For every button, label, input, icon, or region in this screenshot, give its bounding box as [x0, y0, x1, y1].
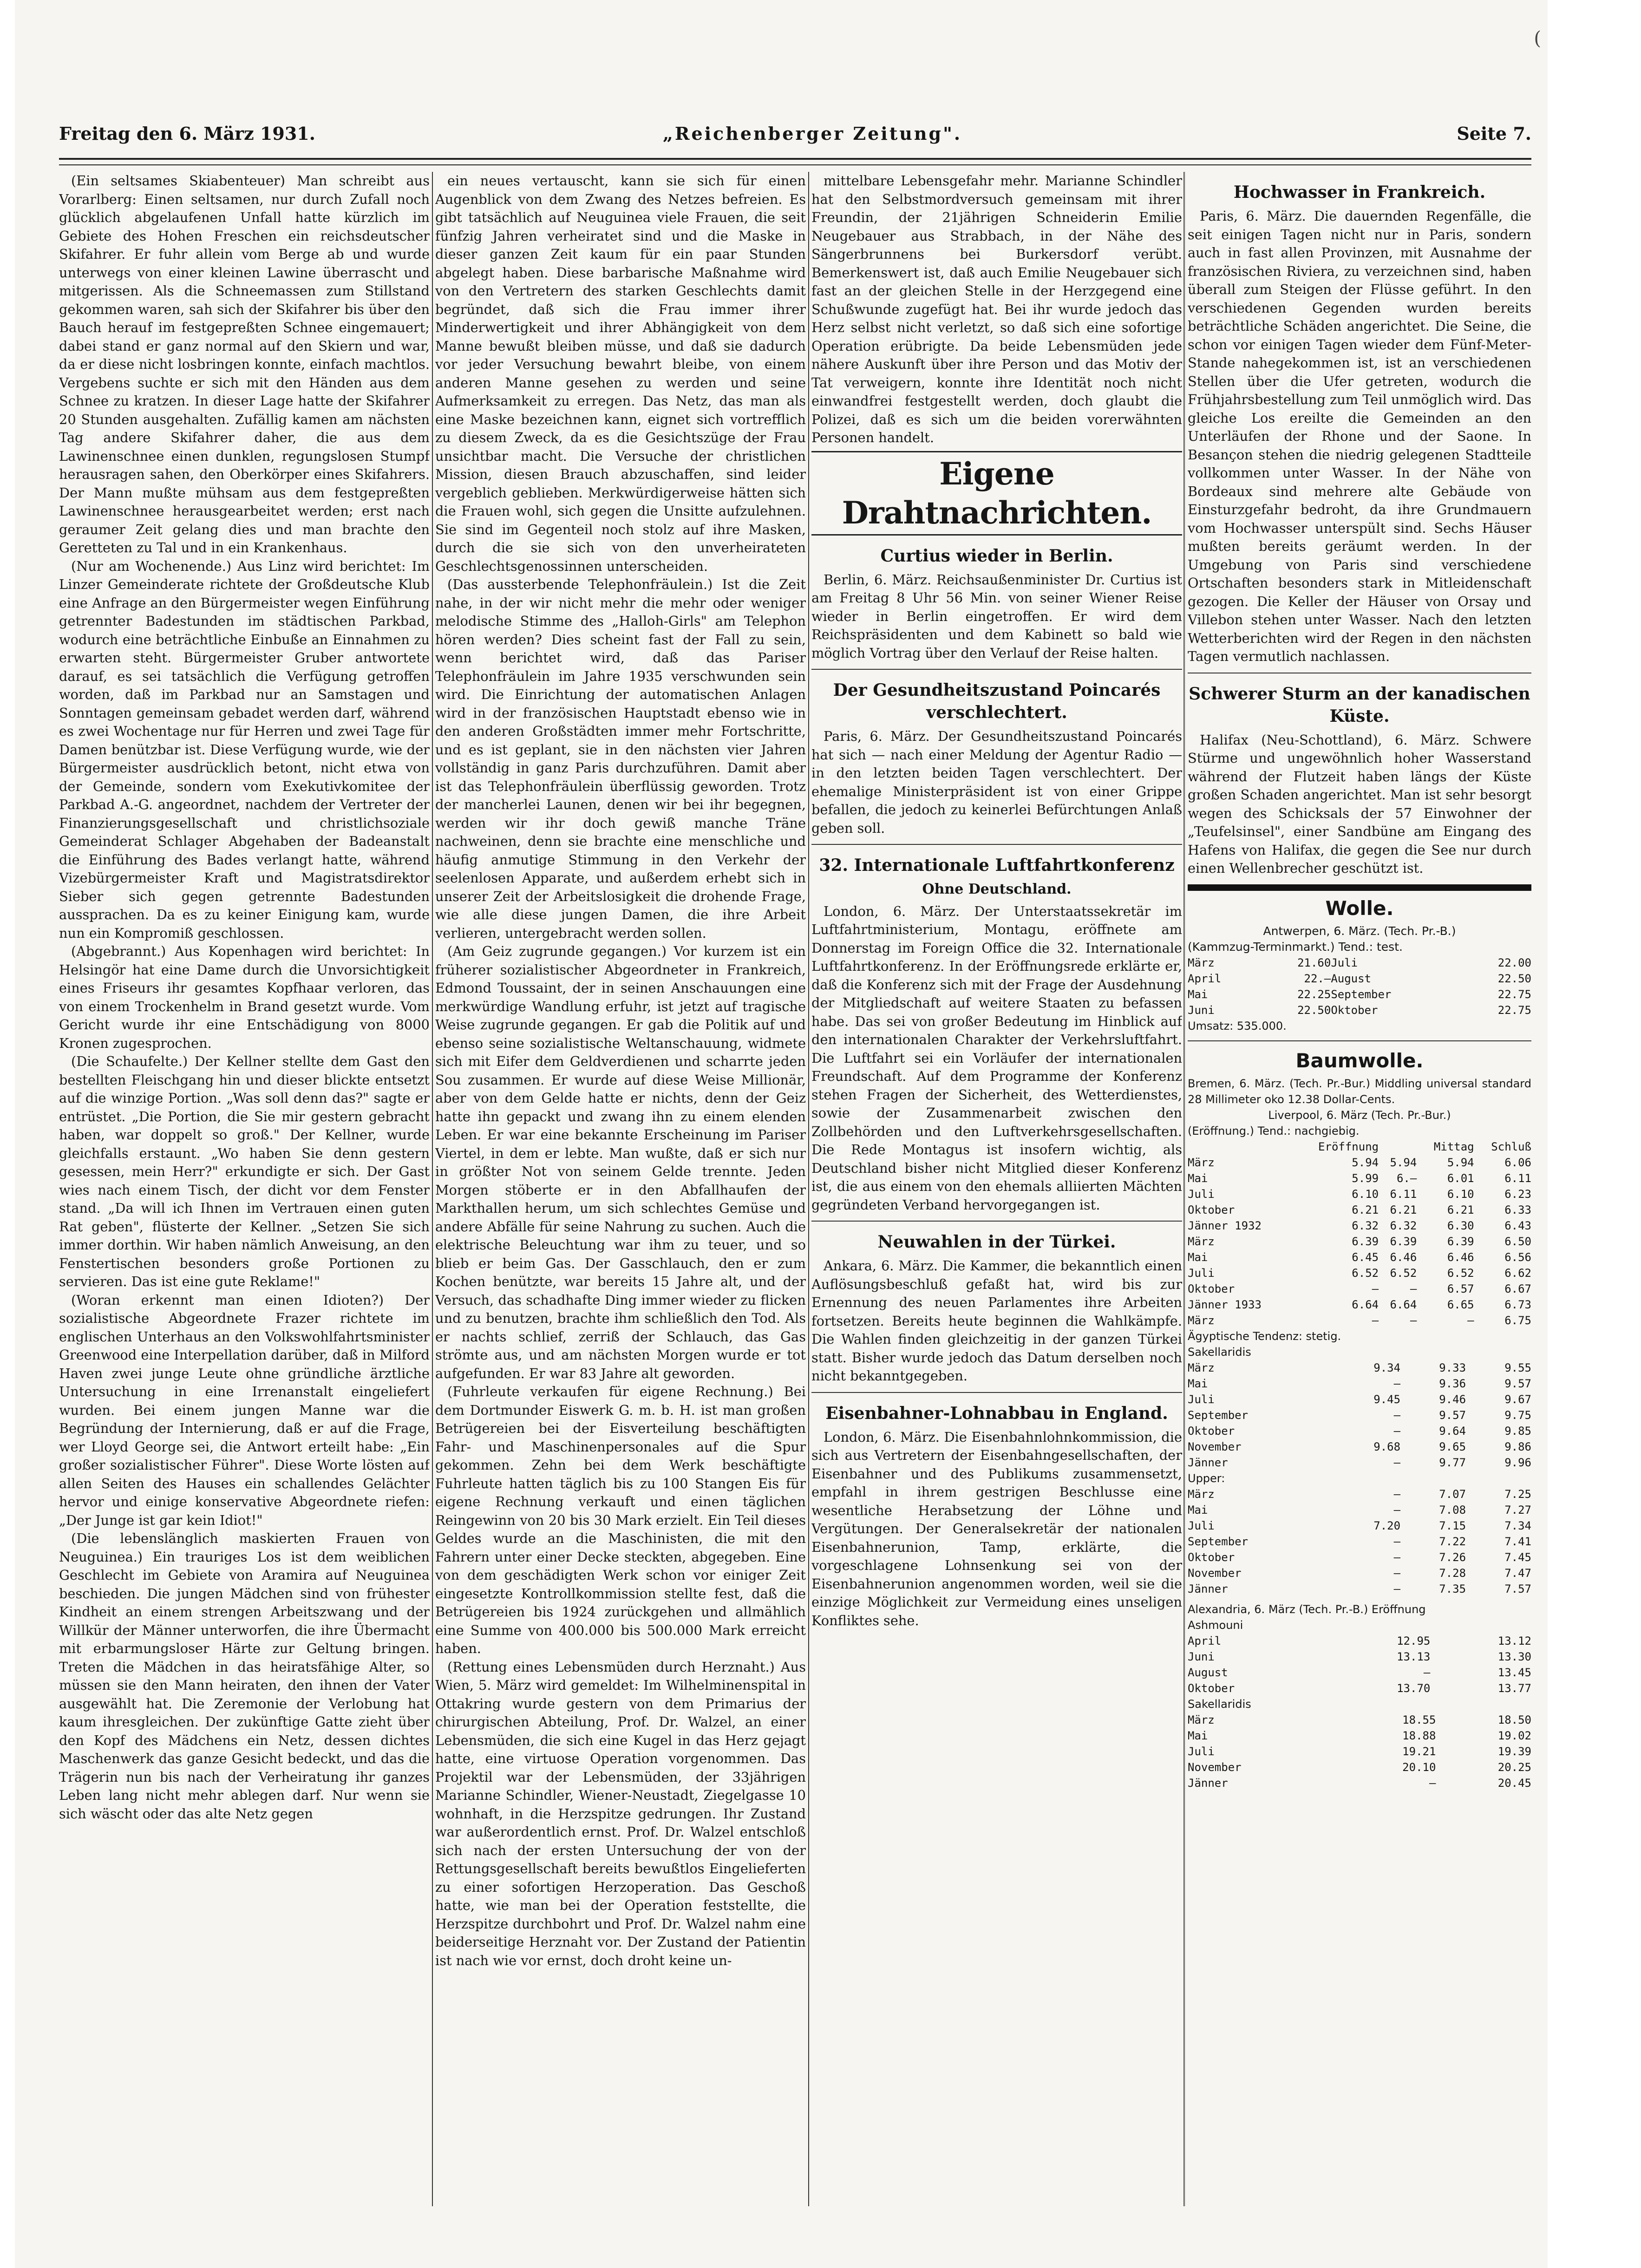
- article-text: Paris, 6. März. Der Gesundheitszustand Poincarés hat sich — nach einer Meldung der Agentur Radio — in den letzten beiden Tagen verschlechtert. Der ehemalige Ministerpräsident ist von einer Grippe befallen, die jedoch zu keinerlei Befürchtungen Anlaß geben soll.: [811, 728, 1182, 836]
- table-cell: 6.01: [1447, 1171, 1474, 1185]
- table-cell: 9.67: [1504, 1392, 1531, 1406]
- table-cell: November: [1188, 1760, 1242, 1774]
- table-cell: 9.85: [1504, 1424, 1531, 1438]
- article-text: (Die lebenslänglich maskierten Frauen von Neuguinea.) Ein trauriges Los ist dem weiblichen Geschlecht im Gebiete von Aramira auf Neuguinea beschieden. Die jungen Mädchen sind von frühester Kindheit an einem strengen Arbeitszwang und der Willkür der Männer unterworfen, die ihre Übermacht mit erbarmungsloser Härte zur Geltung bringen. Treten die Mädchen in das heiratsfähige Alter, so müssen sie den Mann heiraten, den ihnen der Vater ausgewählt hat. Die Zeremonie der Verlobung hat kaum ihresgleichen. Der zukünftige Gatte zieht über den Kopf des Mädchens ein Netz, dessen dichtes Maschenwerk das ganze Gesicht bedeckt, und das die Trägerin nun bis nach der Verheiratung ihr ganzes Leben lang nicht mehr ablegen darf. Nur wenn sie sich wäscht oder das alte Netz gegen: [59, 1530, 430, 1822]
- table-cell: 7.41: [1504, 1535, 1531, 1548]
- article-text: (Nur am Wochenende.) Aus Linz wird berichtet: Im Linzer Gemeinderate richtete der Großdeutsche Klub eine Anfrage an den Bürgermeister wegen Einführung getrennter Badestunden im städtischen Parkbad, wodurch eine beträchtliche Einbuße an Einnahmen zu erwarten steht. Bürgermeister Gruber antwortete darauf, es sei tatsächlich die Verfügung getroffen worden, daß im Parkbad nur an Samstagen und Sonntagen gemeinsam gebadet werden darf, während es zwei Wochentage nur für Herren und zwei Tage für Damen benützbar ist. Diese Verfügung wurde, wie der Bürgermeister ausdrücklich betont, nicht etwa von der Gemeinde, sondern vom Exekutivkomitee der Parkbad A.-G. angeordnet, nachdem der Vertreter der Finanzierungsgesellschaft und christlichsoziale Gemeinderat Schlager Abgehaben der Badeanstalt die Einführung des Bades verlangt hatte, während Vizebürgermeister Kraft und Magistratsdirektor Sieber sich gegen getrennte Badestunden aussprachen. Da es zu keiner Einigung kam, wurde nun ein Kompromiß geschlossen.: [59, 558, 430, 941]
- table-cell: 9.68: [1373, 1440, 1401, 1453]
- column-1: [59, 172, 430, 2206]
- table-cell: September: [1188, 1535, 1249, 1548]
- table-cell: 7.07: [1439, 1487, 1466, 1501]
- table-cell: 7.34: [1504, 1519, 1531, 1532]
- article-text: (Fuhrleute verkaufen für eigene Rechnung.) Bei dem Dortmunder Eiswerk G. m. b. H. ist man großen Betrügereien bei der Eisverteilung beschäftigten Fahr- und Maschinenpersonales auf die Spur gekommen. Zehn bei dem Werk beschäftigte Fuhrleute hatten täglich bis zu 100 Stangen Eis für eigene Rechnung verkauft und einen täglichen Reingewinn von 20 bis 30 Mark erzielt. Ein Teil dieses Geldes wurde an die Maschinisten, die mit den Fahrern unter einer Decke steckten, abgegeben. Eine von dem geschädigten Werk schon vor einiger Zeit eingesetzte Kontrollkommission stellte fest, daß die Betrügereien bis 1924 zurückgehen und allmählich eine Summe von 400.000 bis 500.000 Mark erreicht haben.: [435, 1384, 806, 1656]
- table-cell: Oktober: [1331, 1003, 1378, 1017]
- table-cell: 9.55: [1504, 1361, 1531, 1374]
- table-cell: —: [1467, 1314, 1474, 1327]
- table-cell: 7.15: [1439, 1519, 1466, 1532]
- article-text: Ankara, 6. März. Die Kammer, die bekanntlich einen Auflösungsbeschluß gefaßt hat, wird bis zur Ernennung des neuen Parlamentes ihre Arbeiten fortsetzen. Bereits heute beginnen die Wahlkämpfe. Die Wahlen finden gleichzeitig in der ganzen Türkei statt. Bisher wurde jedoch das Datum derselben noch nicht bekanntgegeben.: [811, 1258, 1182, 1384]
- table-header-cell: [1188, 1139, 1293, 1155]
- column-divider: [808, 172, 809, 2206]
- table-cell: 6.39: [1352, 1235, 1379, 1248]
- table-cell: Juli: [1188, 1187, 1215, 1201]
- table-cell: 6.43: [1504, 1219, 1531, 1232]
- page-header: [59, 123, 1531, 150]
- table-row: [1188, 1281, 1531, 1297]
- table-cell: 9.96: [1504, 1456, 1531, 1469]
- table-cell: 6.50: [1504, 1235, 1531, 1248]
- table-cell: Mai: [1188, 1171, 1208, 1185]
- table-cell: 22.75: [1497, 1003, 1531, 1017]
- table-cell: 20.45: [1497, 1776, 1531, 1790]
- table-cell: September: [1331, 987, 1392, 1001]
- column-3: [811, 172, 1182, 2206]
- table-cell: 6.75: [1504, 1314, 1531, 1327]
- market-note: Umsatz: 535.000.: [1188, 1019, 1287, 1033]
- table-cell: 18.50: [1497, 1713, 1531, 1726]
- table-cell: —: [1393, 1377, 1401, 1390]
- table-cell: 18.88: [1402, 1729, 1436, 1742]
- table-cell: —: [1393, 1535, 1401, 1548]
- market-subtitle: Sakellaridis: [1188, 1697, 1251, 1711]
- table-header-cell: [1379, 1139, 1417, 1155]
- table-cell: 5.94: [1390, 1156, 1417, 1169]
- table-cell: 7.25: [1504, 1487, 1531, 1501]
- table-cell: Mai: [1188, 1377, 1208, 1390]
- market-section-bar: [1188, 884, 1531, 891]
- table-row: [1188, 1407, 1531, 1423]
- table-cell: 6.11: [1504, 1171, 1531, 1185]
- table-cell: 19.02: [1497, 1729, 1531, 1742]
- article-headline: Curtius wieder in Berlin.: [880, 546, 1113, 566]
- header-rule: [59, 158, 1531, 165]
- table-row: [1188, 955, 1531, 971]
- market-subtitle: Ägyptische Tendenz: stetig.: [1188, 1329, 1341, 1343]
- table-row: [1188, 1234, 1531, 1249]
- article-text: ein neues vertauscht, kann sie sich für einen Augenblick von dem Zwang des Netzes befreien. Es gibt tatsächlich auf Neuguinea viele Frauen, die seit fünfzig Jahren verheiratet sind und die Maske in dieser ganzen Zeit kaum für ein paar Stunden abgelegt haben. Diese barbarische Maßnahme wird von den Vertretern des starken Geschlechts damit begründet, daß sich die Frau immer ihrer Minderwertigkeit und ihrer Abhängigkeit von dem Manne bewußt bleiben müsse, und daß sie dadurch vor jeder Versuchung bewahrt bleibe, von einem anderen Manne gesehen zu werden und seine Aufmerksamkeit zu erregen. Das Netz, das man als eine Maske bezeichnen kann, eignet sich vortrefflich zu diesem Zweck, da es die Gesichtszüge der Frau unsichtbar macht. Die Versuche der christlichen Mission, diesen Brauch abzuschaffen, sind leider vergeblich geblieben. Merkwürdigerweise hätten sich die Frauen wohl, sich gegen die Unsitte aufzulehnen. Sie sind im Gegenteil noch stolz auf ihre Masken, durch die sie sich von den unverheirateten Geschlechtsgenossinnen unterscheiden.: [435, 173, 806, 574]
- table-cell: 5.99: [1352, 1171, 1379, 1185]
- table-cell: —: [1410, 1282, 1417, 1295]
- table-cell: 6.73: [1504, 1298, 1531, 1311]
- table-cell: März: [1188, 1713, 1215, 1726]
- table-cell: 9.86: [1504, 1440, 1531, 1453]
- table-cell: April: [1188, 972, 1222, 985]
- table-cell: 22.50: [1297, 1003, 1331, 1017]
- article-text: Paris, 6. März. Die dauernden Regenfälle, die seit einigen Tagen nicht nur in Paris, sondern auch in fast allen Provinzen, mit Ausnahme der französischen Riviera, zu verzeichnen sind, haben überall zum Steigen der Flüsse geführt. In den verschiedenen Gegenden wurden bereits beträchtliche Schäden angerichtet. Die Seine, die schon vor einigen Tagen wieder dem Fünf-Meter-Stande nahegekommen ist, ist an verschiedenen Stellen über die Ufer getreten, wodurch die Frühjahrsbestellung zum Teil unmöglich wird. Das gleiche Los ereilte die Gemeinden an den Unterläufen der Rhone und der Saone. In Besançon stehen die niedrig gelegenen Stadtteile vollkommen unter Wasser. In der Nähe von Bordeaux sind mehrere alte Gebäude von Einsturzgefahr bedroht, da ihre Grundmauern vom Hochwasser unterspült sind. Sechs Häuser mußten bereits geräumt werden. In der Umgebung von Paris sind verschiedene Ortschaften besonders stark in Mitleidenschaft gezogen. Die Keller der Häuser von Orsay und Villebon stehen unter Wasser. Nach den letzten Wetterberichten wird der Regen in den nächsten Tagen vermutlich nachlassen.: [1188, 208, 1531, 664]
- table-cell: 6.10: [1447, 1187, 1474, 1201]
- article-separator: [811, 669, 1182, 670]
- article-headline: Neuwahlen in der Türkei.: [877, 1232, 1116, 1252]
- table-cell: 6.06: [1504, 1156, 1531, 1169]
- table-cell: Oktober: [1188, 1681, 1235, 1695]
- table-cell: 6.64: [1352, 1298, 1379, 1311]
- scan-edge-mark: (: [1534, 28, 1541, 49]
- table-cell: 6.33: [1504, 1203, 1531, 1216]
- table-cell: 13.13: [1397, 1650, 1431, 1663]
- table-cell: 6.11: [1390, 1187, 1417, 1201]
- market-subtitle: Antwerpen, 6. März. (Tech. Pr.-B.): [1263, 924, 1456, 938]
- table-cell: —: [1393, 1424, 1401, 1438]
- table-row: [1188, 1502, 1531, 1518]
- table-row: [1188, 1392, 1531, 1407]
- table-cell: November: [1188, 1440, 1242, 1453]
- table-cell: 6.32: [1352, 1219, 1379, 1232]
- table-cell: Juli: [1188, 1266, 1215, 1280]
- article-text: (Rettung eines Lebensmüden durch Herznaht.) Aus Wien, 5. März wird gemeldet: Im Wilhelminenspital in Ottakring wurde gestern von dem Primarius der chirurgischen Abteilung, Prof. Dr. Walzel, an einer Lebensmüden, die sich eine Kugel in das Herz gejagt hatte, eine virtuose Operation vorgenommen. Das Projektil war der Lebensmüden, der 33jährigen Marianne Schindler, Wiener-Neustadt, Ziegelgasse 10 wohnhaft, in die Herzspitze gedrungen. Ihr Zustand war außerordentlich ernst. Prof. Dr. Walzel entschloß sich nach der ersten Untersuchung der von der Rettungsgesellschaft bereits bewußtlos Eingelieferten zu einer sofortigen Herzoperation. Das Geschoß hatte, wie man bei der Operation feststellte, die Herzspitze durchbohrt und Prof. Dr. Walzel nahm eine beiderseitige Herznaht vor. Der Zustand der Patientin ist nach wie vor ernst, doch droht keine un-: [435, 1659, 806, 1968]
- market-subtitle: Sakellaridis: [1188, 1345, 1251, 1359]
- table-cell: 6.46: [1447, 1250, 1474, 1264]
- table-row: [1188, 1249, 1531, 1265]
- article-separator: [1188, 1040, 1531, 1041]
- table-cell: 6.64: [1390, 1298, 1417, 1311]
- table-cell: Mai: [1188, 987, 1208, 1001]
- table-row: [1188, 987, 1531, 1002]
- table-cell: 9.77: [1439, 1456, 1466, 1469]
- table-cell: Oktober: [1188, 1550, 1235, 1564]
- table-row: [1188, 1360, 1531, 1376]
- market-subtitle: Alexandria, 6. März (Tech. Pr.-B.) Eröffnung: [1188, 1602, 1426, 1616]
- table-cell: 5.94: [1352, 1156, 1379, 1169]
- article-headline: Der Gesundheitszustand Poincarés verschlechtert.: [833, 680, 1161, 722]
- table-cell: Juli: [1188, 1392, 1215, 1406]
- table-row: [1188, 1455, 1531, 1471]
- table-row: [1188, 1759, 1531, 1775]
- table-cell: 13.30: [1497, 1650, 1531, 1663]
- table-cell: 6.57: [1447, 1282, 1474, 1295]
- table-cell: —: [1393, 1503, 1401, 1516]
- header-page-number: Seite 7.: [1457, 123, 1531, 144]
- table-cell: —: [1393, 1550, 1401, 1564]
- table-row: [1188, 1633, 1531, 1649]
- article-text: (Am Geiz zugrunde gegangen.) Vor kurzem ist ein früherer sozialistischer Abgeordneter in Frankreich, Edmond Toussaint, der in seinen Anschauungen eine merkwürdige Wandlung erfuhr, ist jetzt auf tragische Weise zugrunde gegangen. Er gab die Politik auf und ebenso seine sozialistische Weltanschauung, widmete sich mit Eifer dem Geldverdienen und scharrte jeden Sou zusammen. Er wurde auf diese Weise Millionär, aber von dem Gelde hatte er nichts, denn der Geiz hatte ihn gepackt und zwang ihn zu einem elenden Leben. Er war eine bekannte Erscheinung im Pariser Viertel, in dem er lebte. Man wußte, daß er sich nur in größter Not von seinem Gelde trennte. Jeden Morgen stöberte er in den Abfallhaufen der Markthallen herum, um sich schlechtes Gemüse und andere Abfälle für seine Nahrung zu suchen. Auch die elektrische Beleuchtung war ihm zu teuer, und so blieb er beim Gas. Der Gasschlauch, den er zum Kochen benützte, war bereits 15 Jahre alt, und der Versuch, das schadhafte Ding immer wieder zu flicken und zu benutzen, brachte ihm schließlich den Tod. Als er nachts schlief, zerriß der Schlauch, das Gas strömte aus, und am nächsten Morgen wurde er tot aufgefunden. Er war 83 Jahre alt geworden.: [435, 943, 806, 1381]
- table-cell: Oktober: [1188, 1424, 1235, 1438]
- upper-table: [1188, 1486, 1531, 1597]
- article-text: Halifax (Neu-Schottland), 6. März. Schwere Stürme und ungewöhnlich hoher Wasserstand während der Flutzeit haben längs der Küste großen Schaden angerichtet. Man ist sehr besorgt wegen des Schicksals der 57 Einwohner der „Teufelsinsel", einer Sandbüne am Eingang des Hafens von Halifax, die gegen die See nur durch einen Wellenbrecher geschützt ist.: [1188, 732, 1531, 876]
- table-cell: März: [1188, 1361, 1215, 1374]
- table-cell: 7.45: [1504, 1550, 1531, 1564]
- market-note: Bremen, 6. März. (Tech. Pr.-Bur.) Middling universal standard 28 Millimeter oko 12.38 Dollar-Cents.: [1188, 1077, 1531, 1106]
- table-cell: —: [1393, 1566, 1401, 1580]
- table-cell: Mai: [1188, 1503, 1208, 1516]
- table-row: [1188, 1186, 1531, 1202]
- article-text: London, 6. März. Die Eisenbahnlohnkommission, die sich aus Vertretern der Eisenbahngesellschaften, der Eisenbahner und des Publikums zusammensetzt, empfahl in ihrem gestrigen Beschlusse eine wesentliche Herabsetzung der Löhne und Vergütungen. Der Generalsekretär der nationalen Eisenbahnerunion, Tamp, erklärte, die vorgeschlagene Lohnsenkung sei von der Eisenbahnerunion angenommen worden, weil sie die einzige Möglichkeit zur Vermeidung eines unseligen Konfliktes sehe.: [811, 1429, 1182, 1628]
- table-cell: Juni: [1188, 1003, 1215, 1017]
- table-cell: 7.35: [1439, 1582, 1466, 1595]
- table-row: [1188, 1202, 1531, 1218]
- table-cell: 6.21: [1447, 1203, 1474, 1216]
- table-cell: 9.57: [1439, 1408, 1466, 1422]
- table-cell: September: [1188, 1408, 1249, 1422]
- newspaper-page: [15, 0, 1548, 2268]
- table-cell: März: [1188, 1235, 1215, 1248]
- table-cell: 7.26: [1439, 1550, 1466, 1564]
- table-cell: —: [1429, 1776, 1436, 1790]
- table-cell: Jänner: [1188, 1456, 1228, 1469]
- table-cell: 22.50: [1497, 972, 1531, 985]
- table-cell: März: [1188, 1487, 1215, 1501]
- article-headline: Hochwasser in Frankreich.: [1233, 183, 1486, 202]
- sakellaridis-alexandria-table: [1188, 1712, 1531, 1791]
- table-cell: Jänner 1933: [1188, 1298, 1262, 1311]
- table-cell: 20.10: [1402, 1760, 1436, 1774]
- table-cell: April: [1188, 1634, 1222, 1647]
- table-cell: —: [1393, 1456, 1401, 1469]
- table-row: [1188, 1155, 1531, 1170]
- table-row: [1188, 1297, 1531, 1313]
- table-cell: 13.12: [1497, 1634, 1531, 1647]
- liverpool-table: [1188, 1139, 1531, 1328]
- table-cell: 22.75: [1497, 987, 1531, 1001]
- table-cell: 7.27: [1504, 1503, 1531, 1516]
- table-cell: 6.52: [1447, 1266, 1474, 1280]
- table-cell: —: [1393, 1487, 1401, 1501]
- table-cell: 9.36: [1439, 1377, 1466, 1390]
- table-cell: 13.77: [1497, 1681, 1531, 1695]
- section-title: Eigene Drahtnachrichten.: [811, 451, 1182, 536]
- table-cell: 5.94: [1447, 1156, 1474, 1169]
- table-cell: Jänner: [1188, 1776, 1228, 1790]
- table-row: [1188, 1775, 1531, 1791]
- table-cell: 6.21: [1390, 1203, 1417, 1216]
- table-cell: 13.70: [1397, 1681, 1431, 1695]
- article-text: (Das aussterbende Telephonfräulein.) Ist die Zeit nahe, in der wir nicht mehr die mehr oder weniger melodische Stimme des „Halloh-Girls" am Telephon hören werden? Dies scheint fast der Fall zu sein, wenn berichtet wird, daß das Pariser Telephonfräulein im Jahre 1935 verschwunden sein wird. Die Einrichtung der automatischen Anlagen wird in der französischen Hauptstadt ebenso wie in den anderen Großstädten immer mehr Fortschritte, und es ist geplant, sie in den nächsten vier Jahren vollständig in ganz Paris durchzuführen. Damit aber ist das Telephonfräulein überflüssig geworden. Trotz der mancherlei Launen, denen wir bei ihr begegnen, werden wir ihr doch gewiß manche Träne nachweinen, denn sie brachte eine menschliche und häufig anmutige Stimmung in den Verkehr der seelenlosen Apparate, und außerdem erhebt sich in unserer Zeit der Arbeitslosigkeit die drohende Frage, wie alle diese jungen Damen, die ihre Arbeit verlieren, untergebracht werden sollen.: [435, 576, 806, 941]
- table-cell: 6.45: [1352, 1250, 1379, 1264]
- market-subtitle: Ashmouni: [1188, 1618, 1243, 1632]
- table-cell: 6.67: [1504, 1282, 1531, 1295]
- article-text: London, 6. März. Der Unterstaatssekretär im Luftfahrtministerium, Montagu, eröffnete am Donnerstag im Foreign Office die 32. Internationale Luftfahrtkonferenz. In der Eröffnungsrede erklärte er, daß die Konferenz sich mit der Frage der Ausdehnung der Mitgliedschaft auf weitere Staaten zu befassen habe. Das sei von großer Bedeutung im Hinblick auf den internationalen Charakter der Verkehrsluftfahrt. Die Luftfahrt sei ein Vorläufer der internationalen Freundschaft. Auf dem Programme der Konferenz stehen Fragen der Sicherheit, des Wetterdienstes, sowie der Zusammenarbeit zwischen den Zollbehörden und den Luftverkehrsgesellschaften. Die Rede Montagus ist insofern wichtig, als Deutschland bisher nicht Mitglied dieser Konferenz ist, die aus einem von den ehemals alliierten Mächten gegründeten Verband hervorgegangen ist.: [811, 903, 1182, 1213]
- article-subheadline: Ohne Deutschland.: [922, 881, 1072, 897]
- table-cell: 9.75: [1504, 1408, 1531, 1422]
- table-cell: 6.52: [1390, 1266, 1417, 1280]
- table-cell: 6.30: [1447, 1219, 1474, 1232]
- table-header-cell: Schluß: [1491, 1140, 1531, 1153]
- table-cell: 6.46: [1390, 1250, 1417, 1264]
- article-text: mittelbare Lebensgefahr mehr. Marianne Schindler hat den Selbstmordversuch gemeinsam mit ihrer Freundin, der 21jährigen Schneiderin Emilie Neugebauer aus Strabbach, in der Nähe des Sängerbrunnens bei Burkersdorf verübt. Bemerkenswert ist, daß auch Emilie Neugebauer sich fast an der gleichen Stelle in der Herzgegend eine Schußwunde zugefügt hat. Bei ihr wurde jedoch das Herz selbst nicht verletzt, so daß sich eine sofortige Operation erübrigte. Da beide Lebensmüden jede nähere Auskunft über ihre Person und das Motiv der Tat verweigern, konnte ihre Identität noch nicht einwandfrei festgestellt werden, doch glaubt die Polizei, daß es sich um die beiden vorerwähnten Personen handelt.: [811, 173, 1182, 445]
- table-cell: 6.39: [1447, 1235, 1474, 1248]
- market-title-wolle: Wolle.: [1325, 896, 1394, 920]
- table-cell: 9.45: [1373, 1392, 1401, 1406]
- table-cell: November: [1188, 1566, 1242, 1580]
- table-cell: 21.60: [1297, 956, 1331, 969]
- column-2: [435, 172, 806, 2206]
- table-cell: März: [1188, 1314, 1215, 1327]
- article-text: (Ein seltsames Skiabenteuer) Man schreibt aus Vorarlberg: Einen seltsamen, nur durch Zufall noch glücklich abgelaufenen Unfall hatte kürzlich im Gebiete des Hohen Freschen ein reichsdeutscher Skifahrer. Er fuhr allein vom Berge ab und wurde unterwegs von einer kleinen Lawine überrascht und mitgerissen. Als die Schneemassen zum Stillstand gekommen waren, sah sich der Skifahrer bis über den Bauch herauf im festgepreßten Schnee eingemauert; dabei stand er ganz normal auf den Skiern und war, da er diese nicht losbringen konnte, einfach machtlos. Vergebens suchte er sich mit den Händen aus dem Schnee zu kratzen. In dieser Lage hatte der Skifahrer 20 Stunden ausgehalten. Zufällig kamen am nächsten Tag andere Skifahrer daher, die aus dem Lawinenschnee einen dunklen, regungslosen Stumpf herausragen sahen, den Oberkörper eines Skifahrers. Der Mann mußte mühsam aus dem festgepreßten Lawinenschnee herausgearbeitet werden; erst nach geraumer Zeit gelang dies und man brachte den Geretteten zu Tal und in ein Krankenhaus.: [59, 173, 430, 556]
- table-cell: 22.00: [1497, 956, 1531, 969]
- table-cell: Jänner: [1188, 1582, 1228, 1595]
- table-cell: Oktober: [1188, 1282, 1235, 1295]
- table-cell: 6.10: [1352, 1187, 1379, 1201]
- table-row: [1188, 1423, 1531, 1439]
- table-cell: 7.08: [1439, 1503, 1466, 1516]
- table-cell: 9.65: [1439, 1440, 1466, 1453]
- table-cell: 6.32: [1390, 1219, 1417, 1232]
- table-cell: 9.46: [1439, 1392, 1466, 1406]
- table-row: [1188, 1649, 1531, 1665]
- table-cell: Juli: [1188, 1745, 1215, 1758]
- table-cell: 9.64: [1439, 1424, 1466, 1438]
- sakellaridis-table: [1188, 1360, 1531, 1471]
- table-cell: 9.57: [1504, 1377, 1531, 1390]
- table-row: [1188, 1486, 1531, 1502]
- table-cell: März: [1188, 1156, 1215, 1169]
- table-cell: Jänner 1932: [1188, 1219, 1262, 1232]
- table-row: [1188, 1518, 1531, 1534]
- table-cell: 7.47: [1504, 1566, 1531, 1580]
- header-date: Freitag den 6. März 1931.: [59, 123, 315, 144]
- article-separator: [811, 1221, 1182, 1222]
- table-cell: Mai: [1188, 1729, 1208, 1742]
- article-text: (Abgebrannt.) Aus Kopenhagen wird berichtet: In Helsingör hat eine Dame durch die Unvorsichtigkeit eines Friseurs ihr gesamtes Kopfhaar verloren, das von einem Trockenhelm in Brand gesetzt wurde. Vom Gericht wurde ihr eine Entschädigung von 8000 Kronen zugesprochen.: [59, 943, 430, 1051]
- table-cell: —: [1372, 1282, 1379, 1295]
- article-text: (Woran erkennt man einen Idioten?) Der sozialistische Abgeordnete Frazer richtete im englischen Unterhaus an den Volkswohlfahrtsminister Greenwood eine Interpellation darüber, daß in Milford Haven zwei junge Leute ohne gründliche ärztliche Untersuchung in eine Irrenanstalt eingeliefert wurden. Bei einem jungen Manne war die Begründung der Internierung, daß er auf die Frage, wer Lloyd George sei, die Antwort erteilt habe: „Ein großer sozialistischer Führer". Diese Worte lösten auf allen Seiten des Hauses ein schallendes Gelächter hervor und einige konservative Abgeordnete riefen: „Der Junge ist gar kein Idiot!": [59, 1292, 430, 1528]
- market-subtitle: Liverpool, 6. März (Tech. Pr.-Bur.): [1268, 1108, 1451, 1122]
- wolle-table: [1188, 955, 1531, 1018]
- table-cell: 6.23: [1504, 1187, 1531, 1201]
- table-cell: 6.52: [1352, 1266, 1379, 1280]
- article-separator: [811, 1392, 1182, 1393]
- table-cell: August: [1331, 972, 1372, 985]
- market-title-baumwolle: Baumwolle.: [1295, 1049, 1424, 1072]
- table-row: [1188, 1218, 1531, 1234]
- table-cell: —: [1393, 1582, 1401, 1595]
- table-row: [1188, 1002, 1531, 1018]
- table-cell: 7.57: [1504, 1582, 1531, 1595]
- table-row: [1188, 1680, 1531, 1696]
- table-cell: 6.21: [1352, 1203, 1379, 1216]
- article-text: (Die Schaufelte.) Der Kellner stellte dem Gast den bestellten Fleischgang hin und dieser blickte entsetzt auf die winzige Portion. „Was soll denn das?" sagte er entrüstet. „Die Portion, die Sie mir gestern gebracht haben, war doppelt so groß." Der Kellner, wurde gleichfalls erstaunt. „Wo haben Sie denn gestern gesessen, mein Herr?" erkundigte er sich. Der Gast wies nach einem Tisch, der dicht vor dem Fenster stand. „Da will ich Ihnen im Vertrauen einen guten Rat geben", flüsterte der Kellner. „Setzen Sie sich immer dorthin. Wir haben nämlich Anweisung, an den Fenstertischen besonders große Portionen zu servieren. Das ist eine gute Reklame!": [59, 1053, 430, 1289]
- column-4: [1188, 172, 1531, 2206]
- header-paper-name: „Reichenberger Zeitung".: [663, 123, 962, 144]
- table-cell: 19.21: [1402, 1745, 1436, 1758]
- table-cell: 22.—: [1304, 972, 1331, 985]
- ashmouni-table: [1188, 1633, 1531, 1696]
- table-cell: Mai: [1188, 1250, 1208, 1264]
- table-row: [1188, 1565, 1531, 1581]
- table-cell: 6.56: [1504, 1250, 1531, 1264]
- table-cell: 7.20: [1373, 1519, 1401, 1532]
- article-headline: 32. Internationale Luftfahrtkonferenz: [819, 856, 1175, 875]
- table-cell: —: [1372, 1314, 1379, 1327]
- table-cell: 13.45: [1497, 1666, 1531, 1679]
- table-cell: August: [1188, 1666, 1228, 1679]
- table-cell: März: [1188, 956, 1215, 969]
- article-separator: [811, 844, 1182, 845]
- column-divider: [432, 172, 433, 2206]
- table-cell: 6.62: [1504, 1266, 1531, 1280]
- table-header-cell: Eröffnung: [1318, 1140, 1379, 1153]
- table-row: [1188, 971, 1531, 987]
- table-row: [1188, 1665, 1531, 1680]
- market-subtitle: (Eröffnung.) Tend.: nachgiebig.: [1188, 1124, 1360, 1137]
- table-cell: —: [1423, 1666, 1431, 1679]
- table-row: [1188, 1313, 1531, 1328]
- table-row: [1188, 1534, 1531, 1549]
- article-headline: Eisenbahner-Lohnabbau in England.: [825, 1403, 1168, 1423]
- table-row: [1188, 1439, 1531, 1455]
- table-cell: Oktober: [1188, 1203, 1235, 1216]
- table-row: [1188, 1376, 1531, 1392]
- table-cell: Juni: [1188, 1650, 1215, 1663]
- table-cell: 7.22: [1439, 1535, 1466, 1548]
- table-header-cell: Mittag: [1433, 1140, 1474, 1153]
- market-subtitle: (Kammzug-Terminmarkt.) Tend.: test.: [1188, 940, 1403, 954]
- table-cell: 6.65: [1447, 1298, 1474, 1311]
- table-cell: Juli: [1331, 956, 1358, 969]
- table-cell: 20.25: [1497, 1760, 1531, 1774]
- table-cell: 22.25: [1297, 987, 1331, 1001]
- table-cell: —: [1393, 1408, 1401, 1422]
- table-cell: 6.39: [1390, 1235, 1417, 1248]
- table-row: [1188, 1549, 1531, 1565]
- table-cell: Juli: [1188, 1519, 1215, 1532]
- table-cell: 7.28: [1439, 1566, 1466, 1580]
- table-row: [1188, 1581, 1531, 1597]
- table-row: [1188, 1265, 1531, 1281]
- table-row: [1188, 1712, 1531, 1728]
- table-cell: 12.95: [1397, 1634, 1431, 1647]
- table-cell: 9.33: [1439, 1361, 1466, 1374]
- article-headline: Schwerer Sturm an der kanadischen Küste.: [1189, 684, 1530, 726]
- column-divider: [1183, 172, 1187, 2206]
- table-cell: —: [1410, 1314, 1417, 1327]
- table-cell: 18.55: [1402, 1713, 1436, 1726]
- table-row: [1188, 1744, 1531, 1759]
- table-header-row: [1188, 1139, 1531, 1155]
- table-cell: 19.39: [1497, 1745, 1531, 1758]
- market-subtitle: Upper:: [1188, 1471, 1225, 1485]
- table-row: [1188, 1170, 1531, 1186]
- article-text: Berlin, 6. März. Reichsaußenminister Dr. Curtius ist am Freitag 8 Uhr 56 Min. von seiner Wiener Reise wieder in Berlin eingetroffen. Er wird dem Reichspräsidenten und dem Kabinett so bald wie möglich Vortrag über den Verlauf der Reise halten.: [811, 571, 1182, 661]
- table-cell: 9.34: [1373, 1361, 1401, 1374]
- table-row: [1188, 1728, 1531, 1744]
- table-cell: 6.—: [1396, 1171, 1417, 1185]
